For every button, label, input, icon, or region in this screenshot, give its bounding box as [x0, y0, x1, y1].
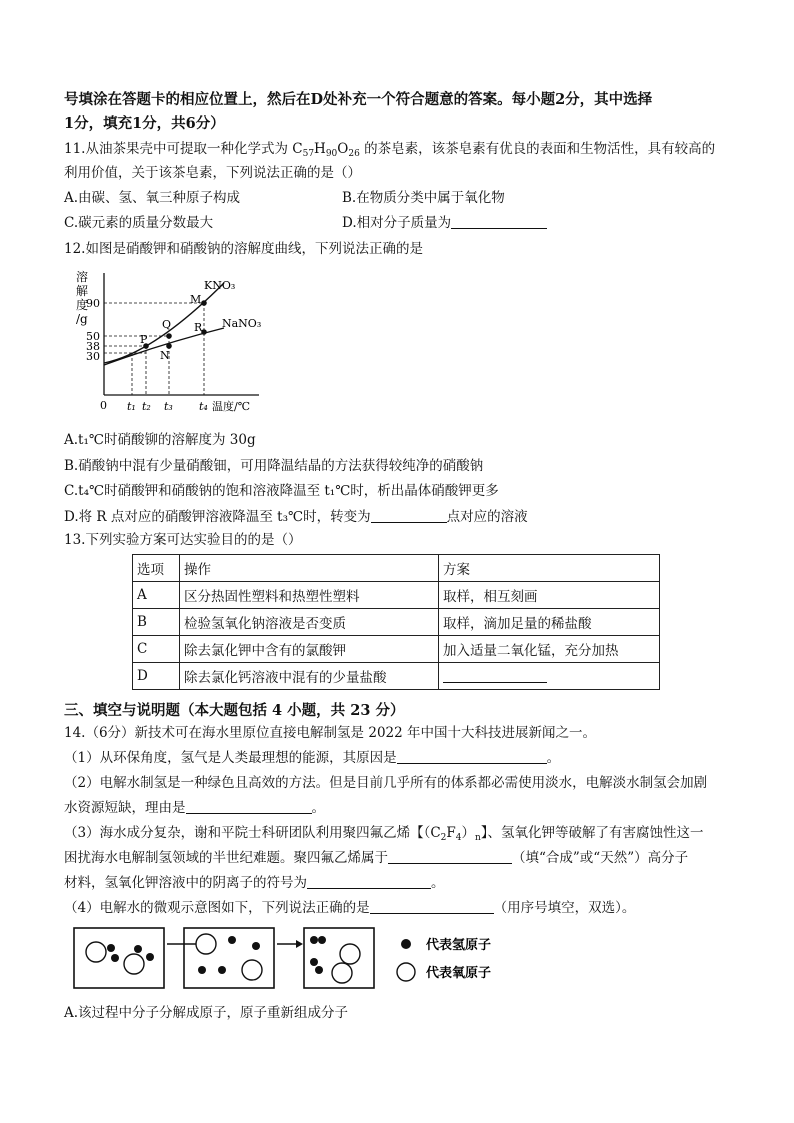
table-cell: 加入适量二氧化锰，充分加热 [439, 636, 660, 663]
point-m [201, 300, 207, 306]
legend-oxygen-label: 代表氧原子 [426, 966, 492, 981]
oxygen-atom [242, 960, 262, 980]
y-tick-38: 38 [86, 340, 100, 353]
series-label-nano3: NaNO₃ [222, 317, 262, 330]
x-tick-t3: t₃ [164, 400, 173, 413]
q11-option-b: B.在物质分类中属于氧化物 [342, 190, 505, 206]
guide-lines [104, 303, 204, 395]
hydrogen-atom [198, 966, 206, 974]
oxygen-atom [340, 944, 360, 964]
table-cell: C [133, 636, 180, 663]
hydrogen-atom [252, 942, 260, 950]
hydrogen-atom [310, 936, 318, 944]
q14-stem: 14.（6分）新技术可在海水里原位直接电解制氢是 2022 年中国十大科技进展新闻之一。 [64, 725, 596, 741]
q11-options-row1 [64, 188, 240, 208]
hydrogen-atom [310, 958, 318, 966]
q14-part4: （4）电解水的微观示意图如下，下列说法正确的是 （用序号填空，双选）。 [64, 900, 636, 916]
q12-option-a: A.t₁℃时硝酸铆的溶解度为 30g [64, 432, 256, 448]
q14-part3-line2: 困扰海水电解制氢领域的半世纪难题。聚四氟乙烯属于 （填“合成”或“天然”）高分子 [64, 850, 689, 866]
origin-label: 0 [100, 399, 107, 412]
q14-option-a: A.该过程中分子分解成原子，原子重新组成分子 [64, 1005, 349, 1021]
hydrogen-atom [107, 944, 115, 952]
label-p: P [140, 333, 148, 346]
table-cell: 除去氯化钙溶液中混有的少量盐酸 [180, 663, 439, 690]
q11-option-d: D.相对分子质量为 [342, 213, 547, 233]
ylabel-part3: 度 [76, 298, 89, 312]
arrow-2-head [296, 940, 303, 948]
section3-title: 三、填空与说明题（本大题包括 4 小题，共 23 分） [64, 702, 405, 719]
xlabel: 温度/℃ [212, 400, 251, 413]
ylabel-part4: /g [76, 312, 88, 326]
q12-answer-blank[interactable] [371, 508, 447, 523]
point-q [166, 333, 172, 339]
q14-part3-line1: （3）海水成分复杂，谢和平院士科研团队利用聚四氟乙烯【$(C_2F_4)_n$】、氢氧化钾等破解了有害腐蚀性这一 [64, 825, 704, 843]
electrolysis-micro-diagram [64, 924, 524, 994]
table-cell: 除去氯化钾中含有的氯酸钾 [180, 636, 439, 663]
table-row [133, 663, 660, 690]
ylabel-part1: 溶 [76, 270, 89, 284]
legend-oxygen-icon [397, 963, 415, 981]
q11-option-c: C.碳元素的质量分数最大 [64, 215, 214, 231]
q12-option-c: C.t₄℃时硝酸钾和硝酸钠的饱和溶液降温至 t₁℃时，析出晶体硝酸钾更多 [64, 483, 499, 499]
x-tick-t4: t₄ [199, 400, 208, 413]
stage-box-2 [184, 928, 274, 988]
q14-part1: （1）从环保角度，氢气是人类最理想的能源，其原因是 。 [64, 750, 561, 766]
table-cell: 检验氢氧化钠溶液是否变质 [180, 609, 439, 636]
legend-hydrogen-icon [401, 939, 411, 949]
table-cell: B [133, 609, 180, 636]
table-cell: D [133, 663, 180, 690]
q11-stem-line2: 利用价值，关于该茶皂素，下列说法正确的是（） [64, 165, 361, 181]
oxygen-atom [332, 963, 352, 983]
q14-part2-line1: （2）电解水制氢是一种绿色且高效的方法。但是目前几乎所有的体系都必需使用淡水，电解淡水制氢会加剧 [64, 775, 708, 791]
header-operation: 操作 [180, 555, 439, 582]
table-row [133, 636, 660, 663]
q12-option-d: D.将 R 点对应的硝酸钾溶液降温至 t₃℃时，转变为 点对应的溶液 [64, 509, 528, 525]
solubility-chart [64, 265, 264, 425]
q11-stem: 11.从油茶果壳中可提取一种化学式为 $C_{57}H_{90}O_{26}$ 的茶皂素，该茶皂素有优良的表面和生物活性，具有较高的 [64, 141, 716, 159]
q14-part1-blank[interactable] [397, 749, 547, 764]
oxygen-atom [86, 942, 106, 962]
label-n: N [160, 349, 170, 362]
hydrogen-atom [315, 966, 323, 974]
q14-part4-blank[interactable] [370, 899, 494, 914]
section-instructions-line2: 1分，填充1分，共6分） [64, 115, 225, 132]
hydrogen-atom [228, 936, 236, 944]
q14-part2-blank[interactable] [186, 799, 312, 814]
y-tick-90: 90 [86, 297, 100, 310]
q14-part2-line2: 水资源短缺，理由是 。 [64, 800, 325, 816]
q13-answer-cell[interactable] [439, 663, 660, 690]
table-cell: A [133, 582, 180, 609]
label-r: R [194, 321, 203, 334]
y-tick-30: 30 [86, 350, 100, 363]
table-row [133, 582, 660, 609]
oxygen-atom [196, 934, 216, 954]
legend-hydrogen-label: 代表氢原子 [426, 938, 492, 953]
table-cell: 取样，滴加足量的稀盐酸 [439, 609, 660, 636]
y-tick-50: 50 [86, 330, 100, 343]
x-tick-t2: t₂ [142, 400, 151, 413]
q12-option-b: B.硝酸钠中混有少量硝酸钿，可用降温结晶的方法获得较纯净的硝酸钠 [64, 458, 484, 474]
hydrogen-atom [111, 954, 119, 962]
label-m: M [190, 293, 202, 306]
q11-option-a: A.由碳、氢、氧三种原子构成 [64, 190, 241, 206]
hydrogen-atom [134, 945, 142, 953]
q11-answer-blank[interactable] [451, 214, 547, 229]
ylabel-part2: 解 [76, 284, 89, 298]
table-header-row [133, 555, 660, 582]
q14-part3-blank1[interactable] [388, 849, 512, 864]
oxygen-atom [124, 954, 144, 974]
hydrogen-atom [318, 936, 326, 944]
point-n [166, 343, 172, 349]
table-row [133, 609, 660, 636]
table-cell: 取样，相互刻画 [439, 582, 660, 609]
q13-answer-blank[interactable] [443, 668, 547, 683]
hydrogen-atom [218, 966, 226, 974]
section-instructions-line1: 号填涂在答题卡的相应位置上，然后在D处补充一个符合题意的答案。每小题2分，其中选择 [64, 91, 653, 108]
header-option: 选项 [133, 555, 180, 582]
q13-stem: 13.下列实验方案可达实验目的的是（） [64, 532, 302, 548]
x-tick-t1: t₁ [127, 400, 136, 413]
q13-table [132, 554, 660, 690]
series-label-kno3: KNO₃ [204, 279, 236, 292]
header-plan: 方案 [439, 555, 660, 582]
label-q: Q [162, 318, 172, 331]
table-cell: 区分热固性塑料和热塑性塑料 [180, 582, 439, 609]
q14-part3-line3: 材料，氢氧化钾溶液中的阴离子的符号为 。 [64, 875, 445, 891]
hydrogen-atom [146, 953, 154, 961]
q14-part3-blank2[interactable] [307, 874, 431, 889]
q12-stem: 12.如图是硝酸钾和硝酸钠的溶解度曲线，下列说法正确的是 [64, 241, 423, 257]
